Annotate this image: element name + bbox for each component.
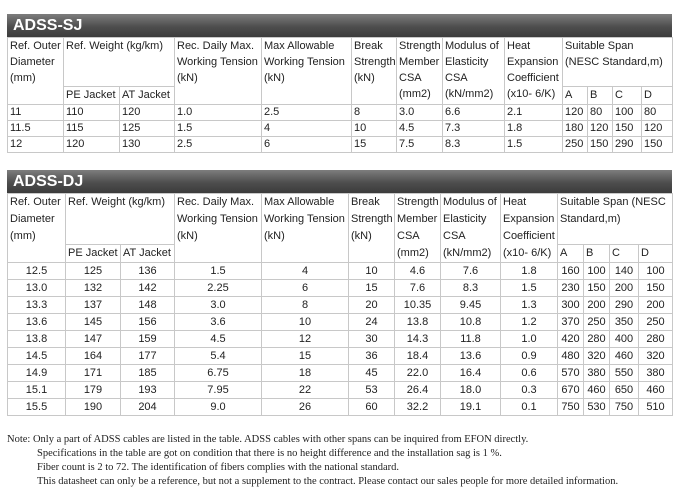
table-cell: 18 [262,365,349,382]
table-cell: 80 [588,105,613,121]
table-cell: 10.8 [441,314,501,331]
table-cell: 190 [66,399,121,416]
table-cell: 53 [349,382,395,399]
table-cell: 100 [639,263,673,280]
table-cell: 0.3 [501,382,558,399]
table-cell: 12.5 [8,263,66,280]
table-cell: 120 [64,137,120,153]
table-cell: 147 [66,331,121,348]
table-cell: 30 [349,331,395,348]
table-cell: 120 [563,105,588,121]
table-cell: 6 [262,137,352,153]
table-cell: 142 [121,280,175,297]
table-cell: 1.8 [505,121,563,137]
table-cell: 18.4 [395,348,441,365]
table-cell: 1.5 [501,280,558,297]
table-cell: 15 [349,280,395,297]
table-cell: 120 [642,121,673,137]
table-cell: 185 [121,365,175,382]
table-cell: 110 [64,105,120,121]
table-cell: 10 [262,314,349,331]
header-modulus: Modulus of Elasticity CSA (kN/mm2) [441,194,501,263]
header-modulus: Modulus of Elasticity CSA (kN/mm2) [443,38,505,105]
table-cell: 460 [639,382,673,399]
notes [7,433,679,489]
header-at-jacket: AT Jacket [120,87,175,105]
note-line: This datasheet can only be a reference, but not a supplement to the contract. Please contact our sales people for more detailed information. [37,476,619,487]
table-cell: 137 [66,297,121,314]
table-cell: 36 [349,348,395,365]
adss-dj-table [7,193,673,416]
table-cell: 420 [558,331,584,348]
table-cell: 164 [66,348,121,365]
adss-sj-table [7,37,673,153]
header-span-c: C [613,87,642,105]
table-cell: 120 [588,121,613,137]
table-cell: 3.0 [397,105,443,121]
table-row [8,121,673,137]
table-cell: 7.5 [397,137,443,153]
table-cell: 125 [120,121,175,137]
table-cell: 80 [642,105,673,121]
table-cell: 15 [352,137,397,153]
table-cell: 18.0 [441,382,501,399]
table-cell: 6 [262,280,349,297]
header-heat-expansion: Heat Expansion Coefficient (x10- 6/K) [501,194,558,263]
header-span-d: D [642,87,673,105]
table-cell: 4 [262,263,349,280]
table-cell: 380 [639,365,673,382]
table-cell: 4.5 [175,331,262,348]
table-cell: 750 [610,399,639,416]
table-cell: 200 [584,297,610,314]
table-cell: 0.9 [501,348,558,365]
table-cell: 13.6 [8,314,66,331]
table-cell: 19.1 [441,399,501,416]
table-cell: 1.5 [505,137,563,153]
header-max-tension: Max Allowable Working Tension (kN) [262,38,352,105]
table-cell: 12 [262,331,349,348]
table-cell: 10 [352,121,397,137]
table-cell: 15.5 [8,399,66,416]
table-cell: 2.5 [262,105,352,121]
table-row [8,137,673,153]
table-cell: 15.1 [8,382,66,399]
table-row [8,331,673,348]
table-cell: 7.6 [441,263,501,280]
adss-dj-title: ADSS-DJ [7,170,672,193]
table-cell: 156 [121,314,175,331]
table-cell: 2.1 [505,105,563,121]
table-cell: 45 [349,365,395,382]
table-cell: 130 [120,137,175,153]
header-outer-diameter: Ref. Outer Diameter (mm) [8,194,66,263]
table-cell: 14.5 [8,348,66,365]
table-cell: 250 [563,137,588,153]
table-cell: 180 [563,121,588,137]
header-daily-tension: Rec. Daily Max. Working Tension (kN) [175,38,262,105]
table-row [8,297,673,314]
table-cell: 150 [642,137,673,153]
table-cell: 1.2 [501,314,558,331]
table-cell: 320 [584,348,610,365]
table-cell: 60 [349,399,395,416]
table-cell: 3.0 [175,297,262,314]
table-row [8,399,673,416]
table-cell: 3.6 [175,314,262,331]
table-cell: 8.3 [441,280,501,297]
header-break-strength: Break Strength (kN) [349,194,395,263]
table-cell: 14.9 [8,365,66,382]
table-row [8,263,673,280]
table-cell: 4.5 [397,121,443,137]
table-cell: 160 [558,263,584,280]
table-row [8,365,673,382]
table-cell: 550 [610,365,639,382]
table-cell: 24 [349,314,395,331]
table-cell: 1.8 [501,263,558,280]
table-cell: 140 [610,263,639,280]
table-cell: 145 [66,314,121,331]
header-span-a: A [558,245,584,263]
table-cell: 8.3 [443,137,505,153]
adss-sj-section [7,14,672,153]
table-cell: 11.5 [8,121,64,137]
header-span-a: A [563,87,588,105]
header-break-strength: Break Strength (kN) [352,38,397,105]
header-strength-member: Strength Member CSA (mm2) [395,194,441,263]
table-cell: 7.3 [443,121,505,137]
table-cell: 200 [610,280,639,297]
table-row [8,382,673,399]
table-cell: 1.5 [175,263,262,280]
table-cell: 14.3 [395,331,441,348]
table-cell: 16.4 [441,365,501,382]
header-pe-jacket: PE Jacket [66,245,121,263]
table-cell: 150 [588,137,613,153]
table-cell: 280 [639,331,673,348]
table-cell: 115 [64,121,120,137]
header-span: Suitable Span (NESC Standard,m) [563,38,673,87]
table-cell: 10 [349,263,395,280]
table-cell: 250 [584,314,610,331]
header-span-c: C [610,245,639,263]
table-cell: 13.0 [8,280,66,297]
table-cell: 650 [610,382,639,399]
table-cell: 230 [558,280,584,297]
table-cell: 177 [121,348,175,365]
header-outer-diameter: Ref. Outer Diameter (mm) [8,38,64,105]
table-cell: 125 [66,263,121,280]
header-strength-member: Strength Member CSA (mm2) [397,38,443,105]
table-cell: 193 [121,382,175,399]
table-cell: 9.45 [441,297,501,314]
table-cell: 20 [349,297,395,314]
table-cell: 320 [639,348,673,365]
table-cell: 1.5 [175,121,262,137]
table-cell: 204 [121,399,175,416]
header-pe-jacket: PE Jacket [64,87,120,105]
table-cell: 460 [584,382,610,399]
table-cell: 13.6 [441,348,501,365]
table-cell: 480 [558,348,584,365]
table-cell: 4.6 [395,263,441,280]
table-cell: 150 [639,280,673,297]
header-span-b: B [588,87,613,105]
table-cell: 1.0 [501,331,558,348]
table-row [8,314,673,331]
table-cell: 370 [558,314,584,331]
header-span-b: B [584,245,610,263]
table-cell: 2.5 [175,137,262,153]
table-row [8,348,673,365]
header-weight: Ref. Weight (kg/km) [64,38,175,87]
table-cell: 6.6 [443,105,505,121]
table-cell: 380 [584,365,610,382]
table-cell: 8 [352,105,397,121]
table-cell: 32.2 [395,399,441,416]
table-cell: 120 [120,105,175,121]
table-cell: 2.25 [175,280,262,297]
table-cell: 136 [121,263,175,280]
table-cell: 7.95 [175,382,262,399]
header-span: Suitable Span (NESC Standard,m) [558,194,673,245]
table-cell: 179 [66,382,121,399]
table-cell: 13.8 [8,331,66,348]
header-row [8,194,673,245]
adss-sj-title: ADSS-SJ [7,14,672,37]
table-cell: 13.3 [8,297,66,314]
header-max-tension: Max Allowable Working Tension (kN) [262,194,349,263]
table-cell: 159 [121,331,175,348]
adss-dj-section [7,170,672,416]
table-cell: 100 [613,105,642,121]
table-cell: 1.3 [501,297,558,314]
table-cell: 300 [558,297,584,314]
table-cell: 200 [639,297,673,314]
header-daily-tension: Rec. Daily Max. Working Tension (kN) [175,194,262,263]
table-cell: 8 [262,297,349,314]
table-cell: 670 [558,382,584,399]
table-cell: 1.0 [175,105,262,121]
table-cell: 530 [584,399,610,416]
table-cell: 290 [610,297,639,314]
table-row [8,280,673,297]
table-cell: 150 [584,280,610,297]
note-line: Note: Only a part of ADSS cables are listed in the table. ADSS cables with other spans can be inquired from EFON directly. [7,434,529,445]
table-cell: 22 [262,382,349,399]
table-cell: 750 [558,399,584,416]
table-cell: 150 [613,121,642,137]
header-row [8,38,673,87]
table-cell: 171 [66,365,121,382]
note-line: Fiber count is 2 to 72. The identification of fibers complies with the national standard. [37,462,399,473]
header-weight: Ref. Weight (kg/km) [66,194,175,245]
header-heat-expansion: Heat Expansion Coefficient (x10- 6/K) [505,38,563,105]
table-cell: 460 [610,348,639,365]
table-cell: 11 [8,105,64,121]
table-cell: 12 [8,137,64,153]
header-at-jacket: AT Jacket [121,245,175,263]
table-cell: 13.8 [395,314,441,331]
table-cell: 26.4 [395,382,441,399]
table-cell: 100 [584,263,610,280]
table-cell: 0.1 [501,399,558,416]
table-cell: 10.35 [395,297,441,314]
table-cell: 132 [66,280,121,297]
table-cell: 9.0 [175,399,262,416]
table-cell: 11.8 [441,331,501,348]
table-cell: 22.0 [395,365,441,382]
table-cell: 290 [613,137,642,153]
table-row [8,105,673,121]
table-cell: 5.4 [175,348,262,365]
table-cell: 0.6 [501,365,558,382]
note-line: Specifications in the table are got on condition that there is no height difference and the installation sag is 1 %. [37,448,502,459]
header-span-d: D [639,245,673,263]
table-cell: 250 [639,314,673,331]
table-cell: 510 [639,399,673,416]
table-cell: 280 [584,331,610,348]
table-cell: 570 [558,365,584,382]
table-cell: 350 [610,314,639,331]
table-cell: 26 [262,399,349,416]
table-cell: 4 [262,121,352,137]
table-cell: 148 [121,297,175,314]
table-cell: 15 [262,348,349,365]
table-cell: 400 [610,331,639,348]
table-cell: 6.75 [175,365,262,382]
table-cell: 7.6 [395,280,441,297]
